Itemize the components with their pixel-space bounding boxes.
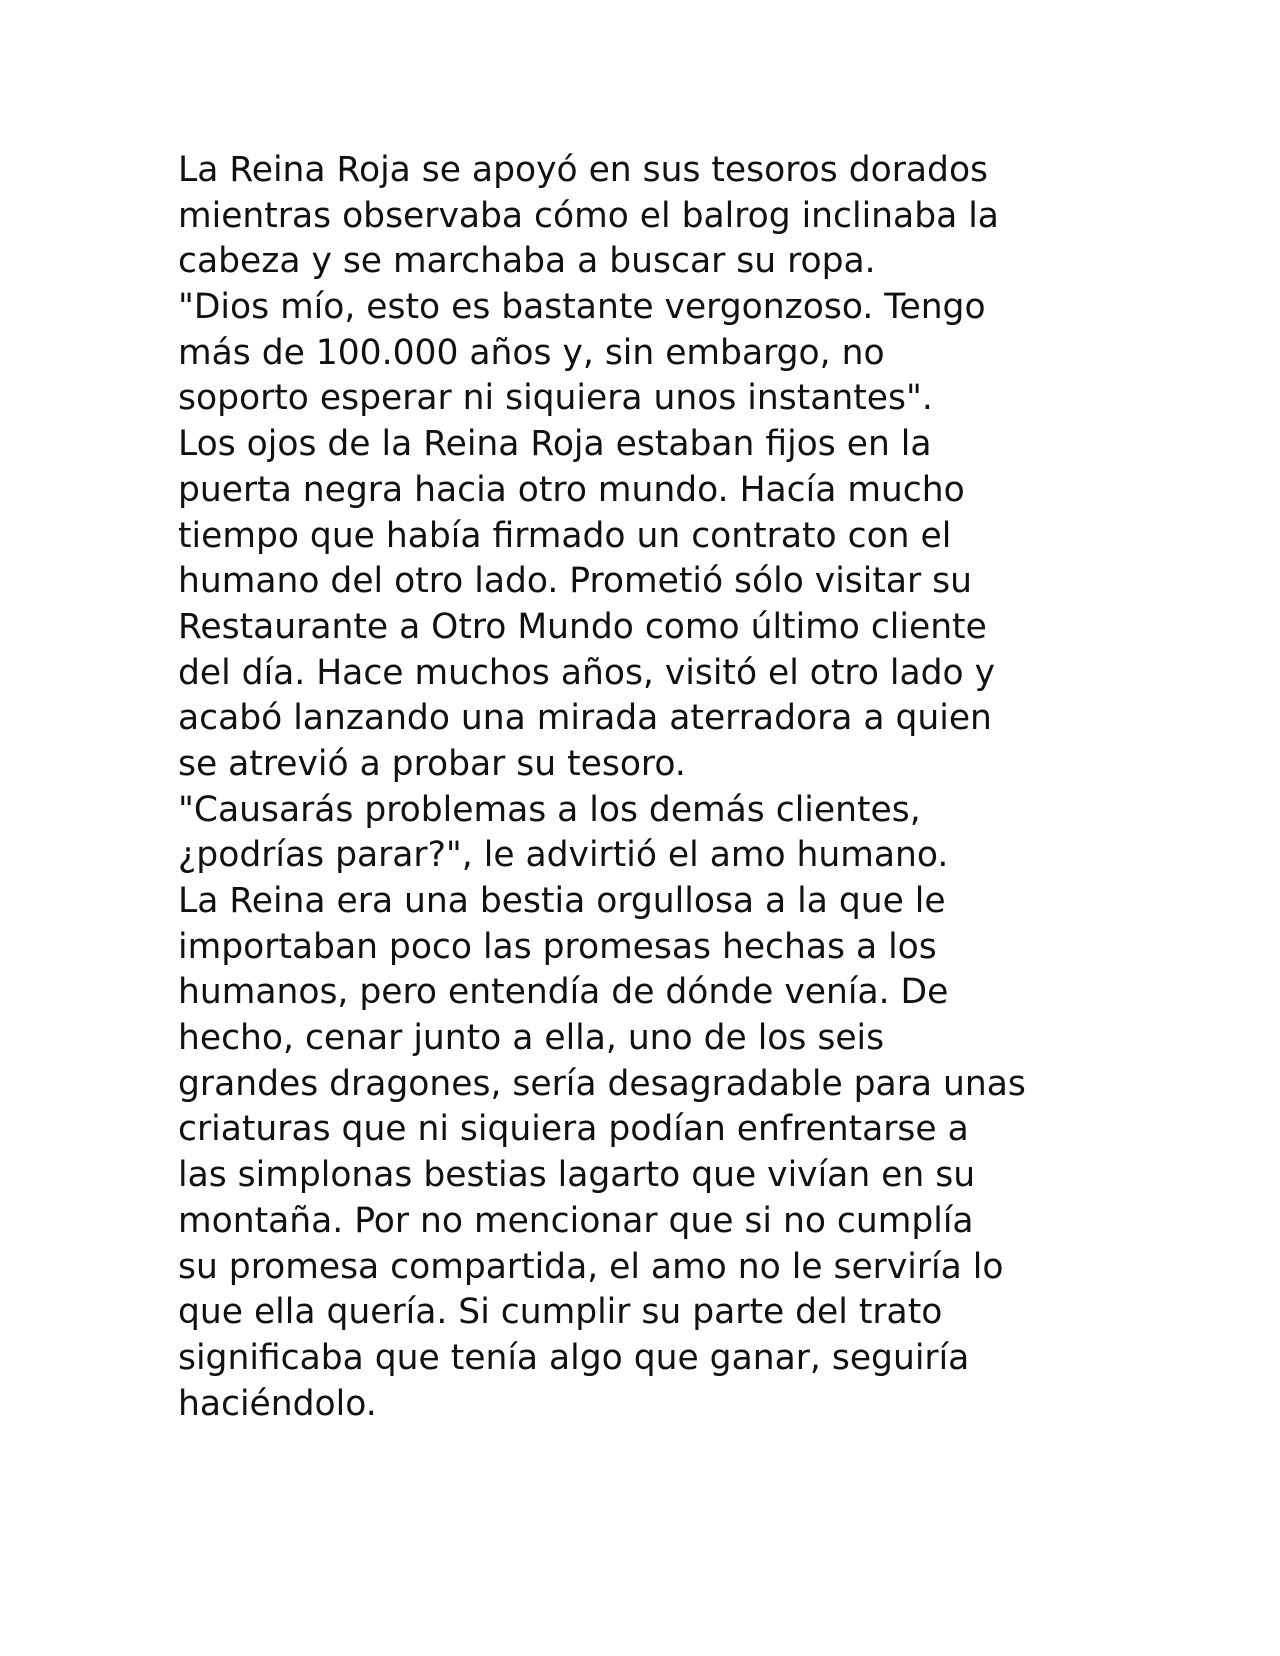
text-line: puerta negra hacia otro mundo. Hacía mucho [178, 469, 965, 510]
text-line: humanos, pero entendía de dónde venía. De [178, 972, 949, 1013]
text-line: soporto esperar ni siquiera unos instantes". [178, 378, 933, 419]
text-line: tiempo que había firmado un contrato con el [178, 515, 952, 556]
text-line: significaba que tenía algo que ganar, seguiría [178, 1337, 970, 1378]
text-line: haciéndolo. [178, 1383, 377, 1424]
text-line: cabeza y se marchaba a buscar su ropa. [178, 241, 876, 282]
text-line: humano del otro lado. Prometió sólo visitar su [178, 561, 973, 602]
text-line: montaña. Por no mencionar que si no cumplía [178, 1200, 974, 1241]
text-line: La Reina Roja se apoyó en sus tesoros dorados [178, 150, 989, 190]
text-line: del día. Hace muchos años, visitó el otro lado y [178, 652, 996, 693]
text-line: mientras observaba cómo el balrog inclinaba la [178, 195, 999, 236]
text-line: "Dios mío, esto es bastante vergonzoso. Tengo [178, 287, 986, 328]
text-line: "Causarás problemas a los demás clientes, [178, 789, 921, 830]
text-line: hecho, cenar junto a ella, uno de los seis [178, 1018, 885, 1059]
text-line: que ella quería. Si cumplir su parte del trato [178, 1292, 943, 1333]
text-line: Los ojos de la Reina Roja estaban fijos en la [178, 424, 932, 465]
text-line: criaturas que ni siquiera podían enfrentarse a [178, 1109, 969, 1150]
text-line: más de 100.000 años y, sin embargo, no [178, 332, 885, 373]
text-line: acabó lanzando una mirada aterradora a quien [178, 698, 992, 739]
body-text [178, 148, 1178, 1427]
text-line: La Reina era una bestia orgullosa a la que le [178, 881, 946, 921]
text-line: las simplonas bestias lagarto que vivían en su [178, 1155, 976, 1196]
text-line: ¿podrías parar?", le advirtió el amo humano. [178, 835, 949, 876]
text-line: grandes dragones, sería desagradable para unas [178, 1063, 1026, 1104]
text-line: Restaurante a Otro Mundo como último cliente [178, 606, 987, 647]
text-line: su promesa compartida, el amo no le serviría lo [178, 1246, 1004, 1287]
text-line: importaban poco las promesas hechas a los [178, 926, 937, 967]
text-line: se atrevió a probar su tesoro. [178, 743, 686, 784]
